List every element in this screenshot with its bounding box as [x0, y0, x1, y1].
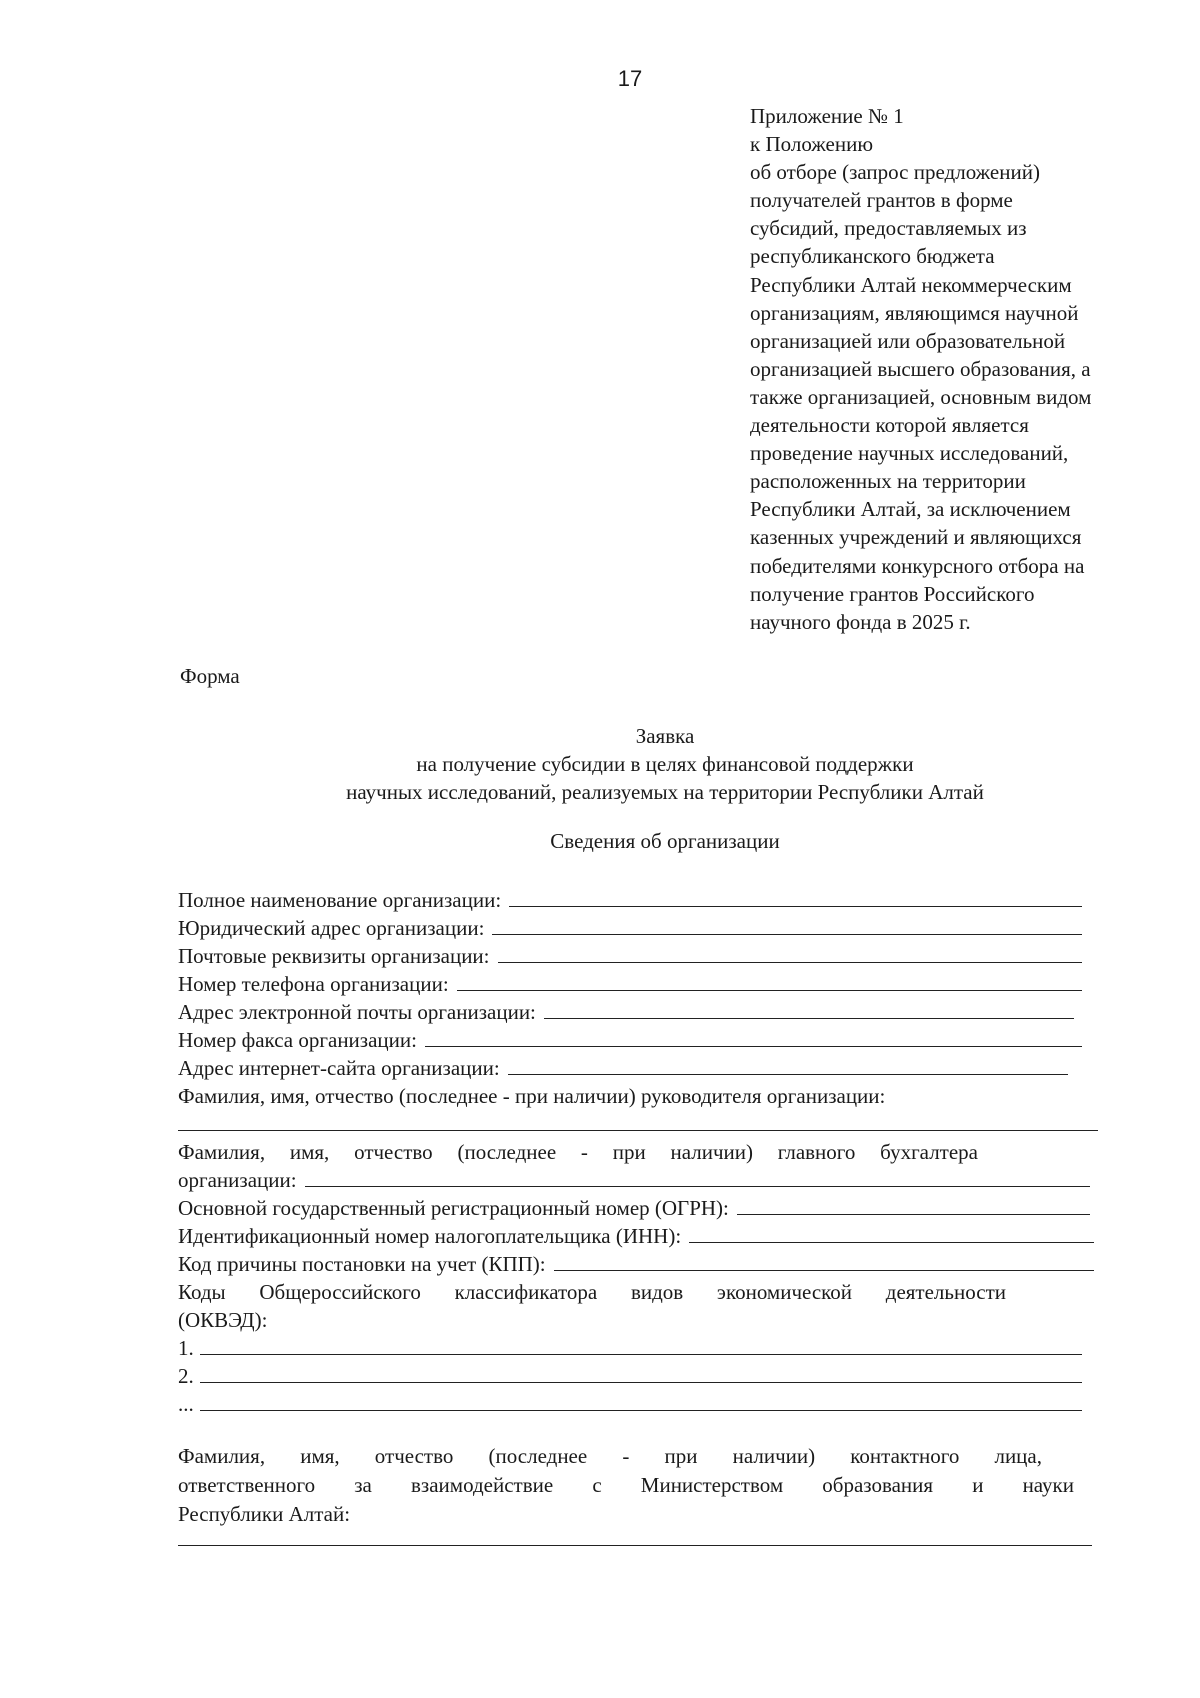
page-number: 17 — [617, 66, 643, 91]
field-label: Номер факса организации: — [178, 1028, 417, 1052]
field-label: Код причины постановки на учет (КПП): — [178, 1252, 546, 1276]
head-name-input-line[interactable] — [178, 1110, 1098, 1131]
appendix-line: об отборе (запрос предложений) — [750, 160, 1040, 185]
field-postal-details — [178, 942, 1088, 970]
field-label: Фамилия, имя, отчество (последнее - при наличии) главного бухгалтера — [178, 1140, 978, 1164]
appendix-line: к Положению — [750, 132, 874, 157]
appendix-line: также организацией, основным видом — [750, 384, 1092, 409]
appendix-line: расположенных на территории — [750, 469, 1026, 494]
organization-fields — [178, 886, 1088, 1418]
okved-input-line[interactable] — [200, 1362, 1082, 1383]
appendix-line: организацией или образовательной — [750, 328, 1066, 353]
email-input-line[interactable] — [544, 998, 1074, 1019]
okved-item — [178, 1334, 1088, 1362]
field-label: Полное наименование организации: — [178, 888, 502, 912]
appendix-line: получение грантов Российского — [750, 581, 1035, 606]
field-label: Юридический адрес организации: — [178, 916, 485, 940]
field-legal-address — [178, 914, 1088, 942]
appendix-header — [750, 102, 1170, 636]
field-label: Номер телефона организации: — [178, 972, 449, 996]
okved-item-number: 1. — [178, 1336, 194, 1360]
okved-input-line[interactable] — [200, 1334, 1082, 1355]
fax-input-line[interactable] — [425, 1026, 1082, 1047]
title-line-3: научных исследований, реализуемых на территории Республики Алтай — [346, 780, 984, 804]
field-website — [178, 1054, 1088, 1082]
field-label: Республики Алтай: — [178, 1502, 351, 1526]
appendix-line: республиканского бюджета — [750, 244, 995, 269]
field-label: организации: — [178, 1168, 297, 1192]
field-head-name — [178, 1082, 1088, 1110]
full-name-input-line[interactable] — [509, 886, 1082, 907]
appendix-line: деятельности которой является — [750, 413, 1029, 438]
form-label: Форма — [180, 664, 240, 688]
field-full-name — [178, 886, 1088, 914]
field-label: (ОКВЭД): — [178, 1308, 268, 1332]
kpp-input-line[interactable] — [554, 1250, 1094, 1271]
appendix-line: казенных учреждений и являющихся — [750, 525, 1082, 550]
section-title: Сведения об организации — [550, 829, 780, 853]
appendix-line: Республики Алтай некоммерческим — [750, 272, 1072, 297]
okved-item-number: 2. — [178, 1364, 194, 1388]
okved-item — [178, 1362, 1088, 1390]
title-line-1: Заявка — [635, 724, 695, 748]
field-label: Адрес интернет-сайта организации: — [178, 1056, 500, 1080]
field-inn — [178, 1222, 1088, 1250]
inn-input-line[interactable] — [689, 1222, 1094, 1243]
field-phone — [178, 970, 1088, 998]
appendix-line: организацией высшего образования, а — [750, 356, 1091, 381]
appendix-line: Приложение № 1 — [750, 104, 904, 128]
legal-address-input-line[interactable] — [492, 914, 1082, 935]
okved-item-number: ... — [178, 1392, 194, 1416]
field-accountant — [178, 1166, 1088, 1194]
appendix-line: получателей грантов в форме — [750, 188, 1013, 213]
field-label: Основной государственный регистрационный номер (ОГРН): — [178, 1196, 729, 1220]
field-label: ответственного за взаимодействие с Министерством образования и науки — [178, 1473, 1074, 1497]
document-title — [200, 722, 1130, 806]
okved-input-line[interactable] — [200, 1390, 1082, 1411]
appendix-line: проведение научных исследований, — [750, 441, 1069, 466]
appendix-line: организациям, являющимся научной — [750, 300, 1079, 325]
field-fax — [178, 1026, 1088, 1054]
appendix-line: научного фонда в 2025 г. — [750, 609, 971, 634]
field-label: Адрес электронной почты организации: — [178, 1000, 536, 1024]
field-label: Коды Общероссийского классификатора видов экономической деятельности — [178, 1280, 1006, 1304]
field-kpp — [178, 1250, 1088, 1278]
accountant-input-line[interactable] — [305, 1166, 1090, 1187]
field-label: Почтовые реквизиты организации: — [178, 944, 490, 968]
appendix-line: субсидий, предоставляемых из — [750, 216, 1027, 241]
postal-details-input-line[interactable] — [498, 942, 1082, 963]
field-ogrn — [178, 1194, 1088, 1222]
website-input-line[interactable] — [508, 1054, 1068, 1075]
okved-item — [178, 1390, 1088, 1418]
appendix-line: Республики Алтай, за исключением — [750, 497, 1071, 522]
ogrn-input-line[interactable] — [737, 1194, 1090, 1215]
field-email — [178, 998, 1088, 1026]
field-label: Фамилия, имя, отчество (последнее - при наличии) контактного лица, — [178, 1444, 1042, 1468]
title-line-2: на получение субсидии в целях финансовой поддержки — [416, 752, 914, 776]
appendix-line: победителями конкурсного отбора на — [750, 553, 1085, 578]
field-label: Идентификационный номер налогоплательщика (ИНН): — [178, 1224, 682, 1248]
field-label: Фамилия, имя, отчество (последнее - при наличии) руководителя организации: — [178, 1084, 886, 1108]
phone-input-line[interactable] — [457, 970, 1082, 991]
field-head-name-line — [178, 1110, 1088, 1138]
contact-person-field — [178, 1442, 1092, 1546]
